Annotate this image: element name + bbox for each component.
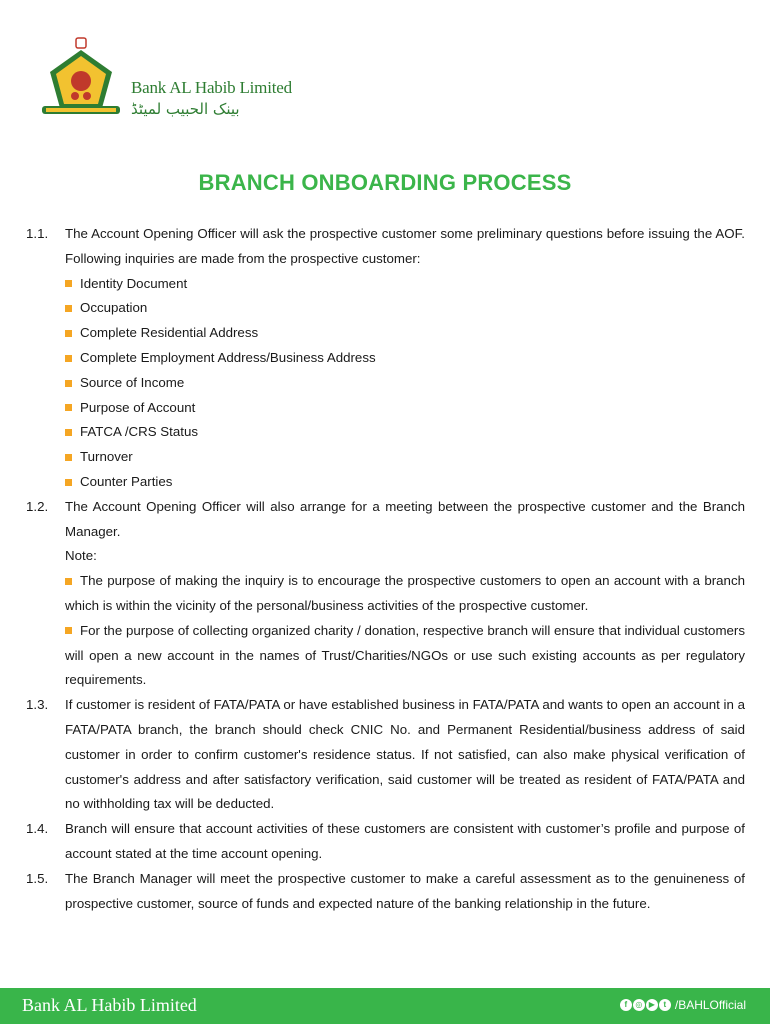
section-number: 1.2. — [26, 498, 49, 514]
facebook-icon[interactable]: f — [620, 999, 632, 1011]
bank-logo — [38, 36, 328, 122]
section-1-5 — [26, 867, 745, 917]
inquiry-list — [65, 272, 745, 495]
bank-name-english: Bank AL Habib Limited — [131, 78, 292, 97]
list-item: FATCA /CRS Status — [65, 420, 745, 445]
list-item: Complete Employment Address/Business Address — [65, 346, 745, 371]
instagram-icon[interactable]: ◎ — [633, 999, 645, 1011]
section-text: The Account Opening Officer will ask the prospective customer some preliminary questions before issuing the AOF. Following inquiries are made from the prospective customer: — [65, 226, 745, 266]
bullet-square-icon — [65, 627, 72, 634]
bank-name-urdu: بینک الحبیب لمیٹڈ — [131, 100, 240, 118]
list-item: Identity Document — [65, 272, 745, 297]
social-handle[interactable]: /BAHLOfficial — [674, 998, 746, 1012]
youtube-icon[interactable]: ▶ — [646, 999, 658, 1011]
bullet-square-icon — [65, 479, 72, 486]
page-footer — [0, 988, 770, 1024]
document-title: BRANCH ONBOARDING PROCESS — [198, 170, 572, 195]
bullet-square-icon — [65, 578, 72, 585]
bullet-square-icon — [65, 330, 72, 337]
lion-emblem-icon — [38, 36, 124, 122]
bullet-square-icon — [65, 280, 72, 287]
document-body — [26, 222, 745, 916]
note-item: For the purpose of collecting organized charity / donation, respective branch will ensure that individual customers will open a new account in the names of Trust/Charities/NGOs or use such existing accounts as per regulatory requirements. — [65, 622, 745, 688]
list-item: Source of Income — [65, 371, 745, 396]
section-text: The Branch Manager will meet the prospective customer to make a careful assessment as to the genuineness of prospective customer, source of funds and expected nature of the banking relationship in the future. — [65, 870, 745, 911]
section-text: If customer is resident of FATA/PATA or have established business in FATA/PATA and wants to open an account in a FATA/PATA branch, the branch should check CNIC No. and Permanent Residential/business address of said customer in order to confirm customer's residence status. If not satisfied, can also make physical verification of customer's address and after satisfactory verification, said customer will be treated as resident of FATA/PATA and no withholding tax will be deducted. — [65, 697, 745, 812]
section-text: Branch will ensure that account activities of these customers are consistent with customer’s profile and purpose of account stated at the time account opening. — [65, 821, 745, 861]
section-1-3 — [26, 693, 745, 817]
bullet-square-icon — [65, 404, 72, 411]
bullet-square-icon — [65, 305, 72, 312]
section-1-2 — [26, 495, 745, 693]
section-1-4 — [26, 817, 745, 867]
footer-bank-name: Bank AL Habib Limited — [22, 995, 197, 1015]
list-item: Turnover — [65, 445, 745, 470]
note-label: Note: — [65, 548, 97, 564]
section-number: 1.3. — [26, 697, 49, 713]
list-item: Purpose of Account — [65, 396, 745, 421]
section-number: 1.4. — [26, 821, 49, 837]
social-links — [620, 998, 746, 1012]
section-number: 1.5. — [26, 870, 49, 886]
list-item: Complete Residential Address — [65, 321, 745, 346]
bullet-square-icon — [65, 380, 72, 387]
list-item: Occupation — [65, 296, 745, 321]
note-item: The purpose of making the inquiry is to encourage the prospective customers to open an account with a branch which is within the vicinity of the personal/business activities of the prospective customer. — [65, 573, 745, 613]
bullet-square-icon — [65, 454, 72, 461]
section-1-1 — [26, 222, 745, 495]
section-number: 1.1. — [26, 226, 49, 241]
twitter-icon[interactable]: t — [659, 999, 671, 1011]
bullet-square-icon — [65, 429, 72, 436]
list-item: Counter Parties — [65, 470, 745, 495]
section-text: The Account Opening Officer will also arrange for a meeting between the prospective customer and the Branch Manager. — [65, 498, 745, 539]
bullet-square-icon — [65, 355, 72, 362]
